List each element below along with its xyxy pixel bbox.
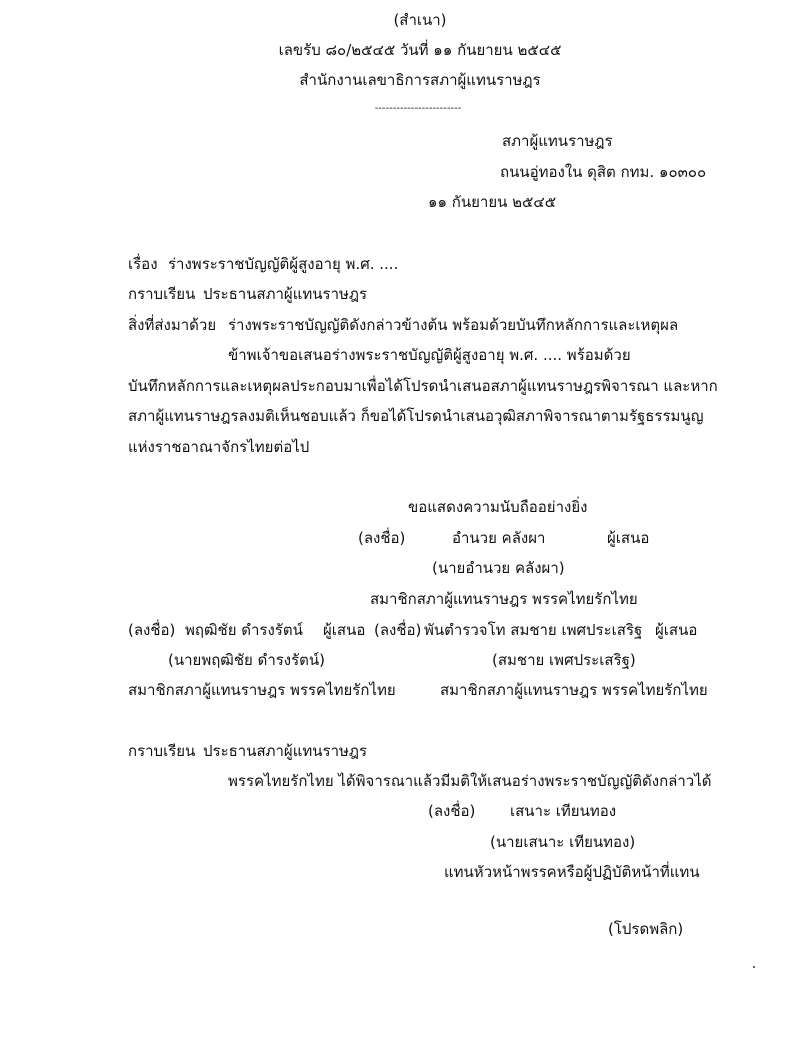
address-line-1: สภาผู้แทนราษฎร xyxy=(502,132,613,150)
left-signer-name: พฤฒิชัย ดำรงรัตน์ xyxy=(185,621,303,639)
subject-text: ร่างพระราชบัญญัติผู้สูงอายุ พ.ศ. .... xyxy=(168,255,399,273)
main-proposer-role: ผู้เสนอ xyxy=(607,529,650,547)
copy-mark: (สำเนา) xyxy=(393,11,447,29)
endorsement-signer-fullname: (นายเสนาะ เทียนทอง) xyxy=(490,833,636,851)
endorsement-signer-position: แทนหัวหน้าพรรคหรือผู้ปฏิบัติหน้าที่แทน xyxy=(444,863,700,881)
endorsement-sign-label: (ลงชื่อ) xyxy=(428,802,476,820)
subject-label: เรื่อง xyxy=(128,255,158,273)
enclosure-text: ร่างพระราชบัญญัติดังกล่าวข้างต้น พร้อมด้วยบันทึกหลักการและเหตุผล xyxy=(228,316,679,334)
to-label: กราบเรียน xyxy=(128,285,196,303)
office-name: สำนักงานเลขาธิการสภาผู้แทนราษฎร xyxy=(299,71,541,89)
left-sign-label: (ลงชื่อ) xyxy=(128,621,176,639)
endorsement-to-label: กราบเรียน xyxy=(128,742,196,760)
main-sign-label: (ลงชื่อ) xyxy=(358,529,406,547)
right-signer-name: พันตำรวจโท สมชาย เพศประเสริฐ xyxy=(424,621,643,639)
endorsement-text: พรรคไทยรักไทย ได้พิจารณาแล้วมีมติให้เสนอร่างพระราชบัญญัติดังกล่าวได้ xyxy=(228,772,712,790)
right-signer-party: สมาชิกสภาผู้แทนราษฎร พรรคไทยรักไทย xyxy=(440,681,708,699)
letter-date: ๑๑ กันยายน ๒๕๔๕ xyxy=(428,193,557,211)
address-line-2: ถนนอู่ทองใน ดุสิต กทม. ๑๐๓๐๐ xyxy=(500,163,707,181)
main-signer-fullname: (นายอำนวย คลังผา) xyxy=(432,559,565,577)
to-text: ประธานสภาผู้แทนราษฎร xyxy=(203,285,368,303)
right-signer-fullname: (สมชาย เพศประเสริฐ) xyxy=(492,651,636,669)
body-line: ข้าพเจ้าขอเสนอร่างพระราชบัญญัติผู้สูงอายุ พ.ศ. .... พร้อมด้วย xyxy=(228,346,631,364)
right-proposer-role: ผู้เสนอ xyxy=(655,621,698,639)
body-line: สภาผู้แทนราษฎรลงมติเห็นชอบแล้ว ก็ขอได้โปรดนำเสนอวุฒิสภาพิจารณาตามรัฐธรรมนูญ xyxy=(128,407,704,425)
scan-speck xyxy=(753,966,755,968)
closing-text: ขอแสดงความนับถืออย่างยิ่ง xyxy=(408,498,588,516)
body-line: แห่งราชอาณาจักรไทยต่อไป xyxy=(128,438,310,456)
endorsement-signer-name: เสนาะ เทียนทอง xyxy=(510,802,617,820)
main-signer-name: อำนวย คลังผา xyxy=(452,529,546,547)
left-signer-fullname: (นายพฤฒิชัย ดำรงรัตน์) xyxy=(168,651,326,669)
turn-over-note: (โปรดพลิก) xyxy=(608,920,684,938)
enclosure-label: สิ่งที่ส่งมาด้วย xyxy=(128,316,217,334)
left-signer-party: สมาชิกสภาผู้แทนราษฎร พรรคไทยรักไทย xyxy=(128,681,396,699)
right-sign-label: (ลงชื่อ) xyxy=(374,621,422,639)
main-signer-party: สมาชิกสภาผู้แทนราษฎร พรรคไทยรักไทย xyxy=(370,590,638,608)
receipt-line: เลขรับ ๘๐/๒๕๔๕ วันที่ ๑๑ กันยายน ๒๕๔๕ xyxy=(278,41,562,59)
body-line: บันทึกหลักการและเหตุผลประกอบมาเพื่อได้โปรดนำเสนอสภาผู้แทนราษฎรพิจารณา และหาก xyxy=(128,377,718,395)
endorsement-to-text: ประธานสภาผู้แทนราษฎร xyxy=(203,742,368,760)
left-proposer-role: ผู้เสนอ xyxy=(323,621,366,639)
header-divider: ------------------------ xyxy=(374,103,462,114)
